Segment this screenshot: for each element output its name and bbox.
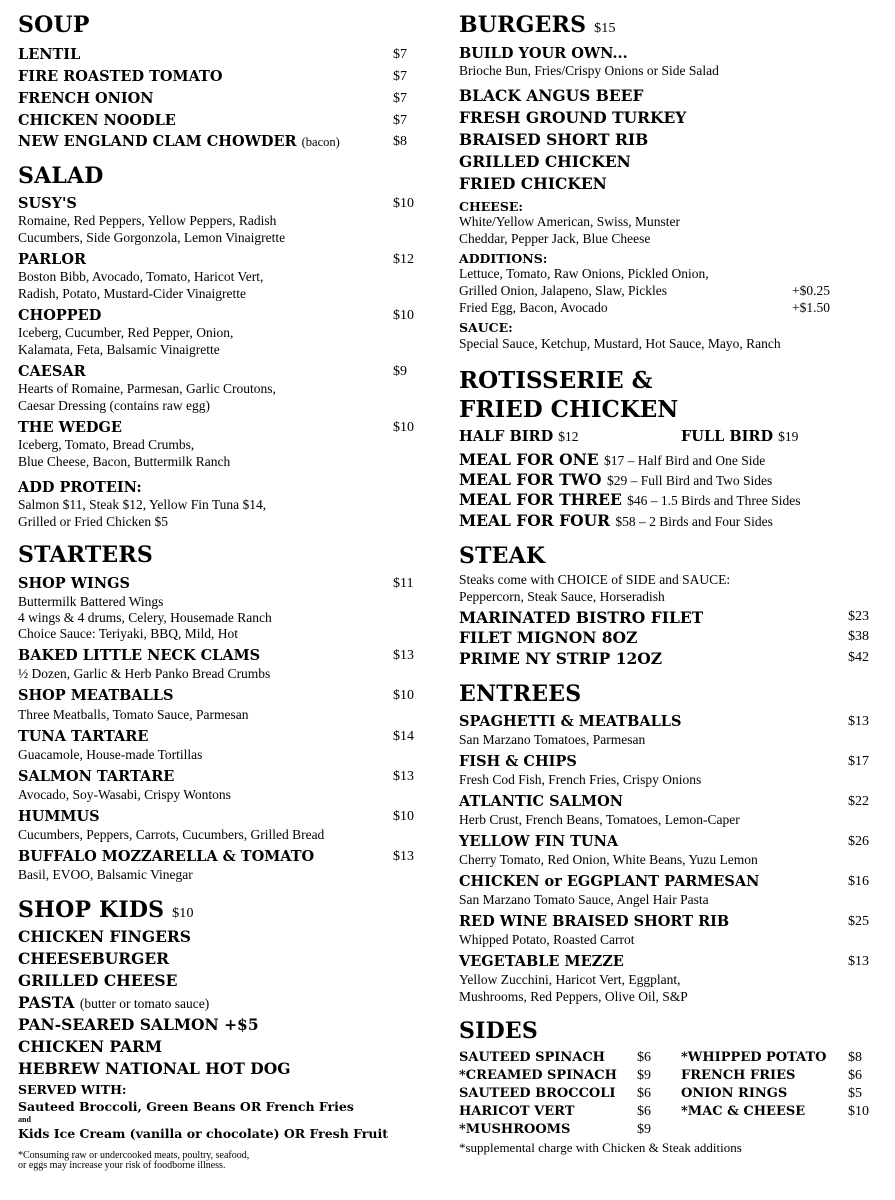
salad-item-desc: Caesar Dressing (contains raw egg) — [18, 398, 210, 413]
starter-item-desc: Guacamole, House-made Tortillas — [18, 747, 203, 762]
kids-item: CHICKEN PARM — [18, 1037, 163, 1056]
entree-item-desc: Cherry Tomato, Red Onion, White Beans, Yuzu Lemon — [459, 852, 758, 867]
kids-item: CHICKEN FINGERS — [18, 927, 191, 946]
entree-item-name: VEGETABLE MEZZE — [459, 953, 624, 970]
side-item-price: $9 — [637, 1122, 651, 1137]
soup-item-price: $7 — [393, 47, 407, 62]
full-bird — [681, 428, 798, 445]
soup-item-name — [18, 133, 340, 150]
kids-item — [18, 993, 209, 1012]
entree-item-price: $25 — [848, 914, 869, 929]
salad-item-price: $12 — [393, 252, 414, 267]
soup-item-name: CHICKEN NOODLE — [18, 112, 176, 129]
starter-item-price: $11 — [393, 576, 414, 591]
rotisserie-heading: FRIED CHICKEN — [459, 396, 679, 423]
starter-item-name: BAKED LITTLE NECK CLAMS — [18, 647, 261, 664]
meal-item — [459, 490, 801, 509]
soup-item-price: $7 — [393, 69, 407, 84]
soup-heading: SOUP — [18, 12, 90, 38]
entree-item-price: $22 — [848, 794, 869, 809]
sauce-heading: SAUCE: — [459, 320, 513, 335]
sides-heading: SIDES — [459, 1018, 538, 1044]
starter-item-name: SHOP MEATBALLS — [18, 687, 174, 704]
side-item-name: SAUTEED SPINACH — [459, 1050, 605, 1065]
salad-item-desc: Hearts of Romaine, Parmesan, Garlic Croutons, — [18, 381, 276, 396]
starter-item-desc: Three Meatballs, Tomato Sauce, Parmesan — [18, 707, 249, 722]
steak-item-name: MARINATED BISTRO FILET — [459, 608, 704, 627]
starters-heading: STARTERS — [18, 542, 153, 568]
side-item-name: ONION RINGS — [681, 1086, 788, 1101]
salad-item-desc: Romaine, Red Peppers, Yellow Peppers, Radish — [18, 213, 277, 228]
salad-item-desc: Radish, Potato, Mustard-Cider Vinaigrette — [18, 286, 247, 301]
steak-item-name: PRIME NY STRIP 12OZ — [459, 649, 663, 668]
sides-footnote: *supplemental charge with Chicken & Steak additions — [459, 1140, 742, 1155]
entree-item-desc: San Marzano Tomato Sauce, Angel Hair Pasta — [459, 892, 709, 907]
entree-item-name: YELLOW FIN TUNA — [459, 833, 619, 850]
additions-price: +$1.50 — [792, 300, 830, 315]
burger-item: BLACK ANGUS BEEF — [459, 86, 644, 105]
burger-item: BRAISED SHORT RIB — [459, 130, 649, 149]
half-bird-price: $12 — [558, 429, 579, 444]
starter-item-price: $14 — [393, 729, 414, 744]
entree-item-desc: Whipped Potato, Roasted Carrot — [459, 932, 635, 947]
side-item-name: FRENCH FRIES — [681, 1068, 796, 1083]
burgers-heading-text: BURGERS — [459, 12, 587, 38]
starter-item-name: SALMON TARTARE — [18, 768, 175, 785]
starter-item-name: BUFFALO MOZZARELLA & TOMATO — [18, 848, 315, 865]
salad-item-desc: Iceberg, Cucumber, Red Pepper, Onion, — [18, 325, 234, 340]
kids-item: CHEESEBURGER — [18, 949, 170, 968]
salad-item-price: $10 — [393, 308, 414, 323]
salad-item-desc: Kalamata, Feta, Balsamic Vinaigrette — [18, 342, 220, 357]
meal-detail: $58 – 2 Birds and Four Sides — [615, 514, 773, 529]
kids-served-heading: SERVED WITH: — [18, 1082, 127, 1097]
starter-item-desc: Avocado, Soy-Wasabi, Crispy Wontons — [18, 787, 231, 802]
side-item-name: *CREAMED SPINACH — [459, 1068, 617, 1083]
starter-item-desc: Buttermilk Battered Wings — [18, 594, 164, 609]
side-item-price: $8 — [848, 1050, 862, 1065]
starter-item-desc: 4 wings & 4 drums, Celery, Housemade Ranch — [18, 610, 272, 625]
kids-served-line: Kids Ice Cream (vanilla or chocolate) OR Fresh Fruit — [18, 1126, 388, 1141]
sauce-line: Special Sauce, Ketchup, Mustard, Hot Sauce, Mayo, Ranch — [459, 336, 781, 351]
salad-item-name: THE WEDGE — [18, 419, 122, 436]
starter-item-name: TUNA TARTARE — [18, 728, 149, 745]
soup-item-price: $7 — [393, 113, 407, 128]
starter-item-desc: Basil, EVOO, Balsamic Vinegar — [18, 867, 193, 882]
meal-detail: $29 – Full Bird and Two Sides — [606, 473, 773, 488]
burgers-heading — [459, 12, 616, 38]
soup-item-price: $8 — [393, 134, 407, 149]
salad-item-desc: Cucumbers, Side Gorgonzola, Lemon Vinaigrette — [18, 230, 286, 245]
entree-item-price: $13 — [848, 954, 869, 969]
entrees-heading: ENTREES — [459, 681, 582, 707]
starter-item-name: SHOP WINGS — [18, 575, 130, 592]
salad-item-name: CAESAR — [18, 363, 86, 380]
entree-item-name: ATLANTIC SALMON — [459, 793, 623, 810]
soup-item-price: $7 — [393, 91, 407, 106]
steak-item-name: FILET MIGNON 8OZ — [459, 628, 638, 647]
side-item-price: $10 — [848, 1104, 869, 1119]
starter-item-price: $10 — [393, 809, 414, 824]
kids-item: HEBREW NATIONAL HOT DOG — [18, 1059, 291, 1078]
soup-item-note: (bacon) — [301, 135, 340, 149]
cheese-heading: CHEESE: — [459, 199, 523, 214]
side-item-price: $6 — [637, 1050, 651, 1065]
meal-item — [459, 450, 765, 469]
steak-item-price: $23 — [848, 609, 869, 624]
starter-item-price: $10 — [393, 688, 414, 703]
cheese-line: Cheddar, Pepper Jack, Blue Cheese — [459, 231, 651, 246]
meal-name: MEAL FOR FOUR — [459, 511, 610, 530]
starter-item-desc: Choice Sauce: Teriyaki, BBQ, Mild, Hot — [18, 626, 239, 641]
steak-item-price: $38 — [848, 629, 869, 644]
entree-item-name: RED WINE BRAISED SHORT RIB — [459, 913, 730, 930]
add-protein-line: Salmon $11, Steak $12, Yellow Fin Tuna $14, — [18, 497, 267, 512]
kids-item: PAN-SEARED SALMON +$5 — [18, 1015, 259, 1034]
entree-item-desc: San Marzano Tomatoes, Parmesan — [459, 732, 646, 747]
meal-name: MEAL FOR TWO — [459, 470, 602, 489]
side-item-name: HARICOT VERT — [459, 1104, 575, 1119]
starter-item-name: HUMMUS — [18, 808, 100, 825]
soup-item-name: FRENCH ONION — [18, 90, 154, 107]
meal-name: MEAL FOR THREE — [459, 490, 622, 509]
entree-item-name: FISH & CHIPS — [459, 753, 577, 770]
side-item-name: *WHIPPED POTATO — [681, 1050, 827, 1065]
salad-item-price: $10 — [393, 420, 414, 435]
meal-item — [459, 511, 773, 530]
entree-item-desc: Herb Crust, French Beans, Tomatoes, Lemon-Caper — [459, 812, 740, 827]
steak-desc: Steaks come with CHOICE of SIDE and SAUCE: — [459, 572, 731, 587]
disclaimer-line: or eggs may increase your risk of foodborne illness. — [18, 1160, 226, 1171]
salad-heading: SALAD — [18, 163, 104, 189]
salad-item-name: CHOPPED — [18, 307, 102, 324]
kids-price: $10 — [172, 906, 194, 921]
meal-name: MEAL FOR ONE — [459, 450, 599, 469]
meal-detail: $17 – Half Bird and One Side — [603, 453, 766, 468]
entree-item-name: CHICKEN or EGGPLANT PARMESAN — [459, 873, 760, 890]
disclaimer-line: *Consuming raw or undercooked meats, poultry, seafood, — [18, 1150, 250, 1161]
full-bird-label: FULL BIRD — [681, 428, 774, 445]
entree-item-price: $26 — [848, 834, 869, 849]
soup-item-name: FIRE ROASTED TOMATO — [18, 68, 223, 85]
starter-item-price: $13 — [393, 849, 414, 864]
salad-item-price: $10 — [393, 196, 414, 211]
meal-detail: $46 – 1.5 Birds and Three Sides — [627, 493, 801, 508]
burger-item: FRESH GROUND TURKEY — [459, 108, 687, 127]
steak-desc: Peppercorn, Steak Sauce, Horseradish — [459, 589, 665, 604]
kids-heading — [18, 897, 194, 923]
steak-item-price: $42 — [848, 650, 869, 665]
kids-item-text: PASTA — [18, 993, 75, 1012]
starter-item-price: $13 — [393, 648, 414, 663]
kids-served-line: Sauteed Broccoli, Green Beans OR French Fries — [18, 1099, 354, 1114]
entree-item-price: $17 — [848, 754, 869, 769]
kids-item: GRILLED CHEESE — [18, 971, 178, 990]
half-bird-label: HALF BIRD — [459, 428, 554, 445]
salad-item-desc: Boston Bibb, Avocado, Tomato, Haricot Vert, — [18, 269, 264, 284]
salad-item-desc: Iceberg, Tomato, Bread Crumbs, — [18, 437, 195, 452]
kids-served-and: and — [18, 1115, 31, 1124]
add-protein-line: Grilled or Fried Chicken $5 — [18, 514, 168, 529]
additions-heading: ADDITIONS: — [459, 251, 548, 266]
entree-item-name: SPAGHETTI & MEATBALLS — [459, 713, 682, 730]
burger-item: GRILLED CHICKEN — [459, 152, 631, 171]
salad-item-desc: Blue Cheese, Bacon, Buttermilk Ranch — [18, 454, 231, 469]
kids-heading-text: SHOP KIDS — [18, 897, 165, 923]
side-item-name: *MUSHROOMS — [459, 1122, 571, 1137]
side-item-price: $5 — [848, 1086, 862, 1101]
side-item-price: $6 — [637, 1086, 651, 1101]
side-item-price: $6 — [637, 1104, 651, 1119]
steak-heading: STEAK — [459, 543, 546, 569]
soup-item-name: LENTIL — [18, 46, 81, 63]
additions-line: Grilled Onion, Jalapeno, Slaw, Pickles — [459, 283, 667, 298]
side-item-name: SAUTEED BROCCOLI — [459, 1086, 616, 1101]
salad-item-price: $9 — [393, 364, 407, 379]
salad-item-name: PARLOR — [18, 251, 87, 268]
entree-item-desc: Fresh Cod Fish, French Fries, Crispy Onions — [459, 772, 702, 787]
burgers-price: $15 — [594, 21, 616, 36]
cheese-line: White/Yellow American, Swiss, Munster — [459, 214, 680, 229]
additions-line: Lettuce, Tomato, Raw Onions, Pickled Onion, — [459, 266, 709, 281]
soup-item-name-text: NEW ENGLAND CLAM CHOWDER — [18, 133, 297, 150]
starter-item-price: $13 — [393, 769, 414, 784]
full-bird-price: $19 — [778, 429, 799, 444]
rotisserie-heading: ROTISSERIE & — [459, 367, 653, 394]
side-item-price: $9 — [637, 1068, 651, 1083]
additions-price: +$0.25 — [792, 283, 830, 298]
salad-item-name: SUSY'S — [18, 195, 77, 212]
entree-item-desc: Yellow Zucchini, Haricot Vert, Eggplant, — [459, 972, 681, 987]
add-protein-heading: ADD PROTEIN: — [18, 479, 142, 496]
burger-item: FRIED CHICKEN — [459, 174, 607, 193]
meal-item — [459, 470, 772, 489]
side-item-price: $6 — [848, 1068, 862, 1083]
build-your-own-heading: BUILD YOUR OWN... — [459, 45, 628, 62]
side-item-name: *MAC & CHEESE — [681, 1104, 806, 1119]
entree-item-price: $16 — [848, 874, 869, 889]
entree-item-price: $13 — [848, 714, 869, 729]
additions-line: Fried Egg, Bacon, Avocado — [459, 300, 608, 315]
starter-item-desc: Cucumbers, Peppers, Carrots, Cucumbers, Grilled Bread — [18, 827, 325, 842]
half-bird — [459, 428, 578, 445]
starter-item-desc: ½ Dozen, Garlic & Herb Panko Bread Crumbs — [18, 666, 271, 681]
entree-item-desc: Mushrooms, Red Peppers, Olive Oil, S&P — [459, 989, 688, 1004]
build-your-own-desc: Brioche Bun, Fries/Crispy Onions or Side Salad — [459, 63, 719, 78]
kids-item-note: (butter or tomato sauce) — [79, 996, 210, 1011]
